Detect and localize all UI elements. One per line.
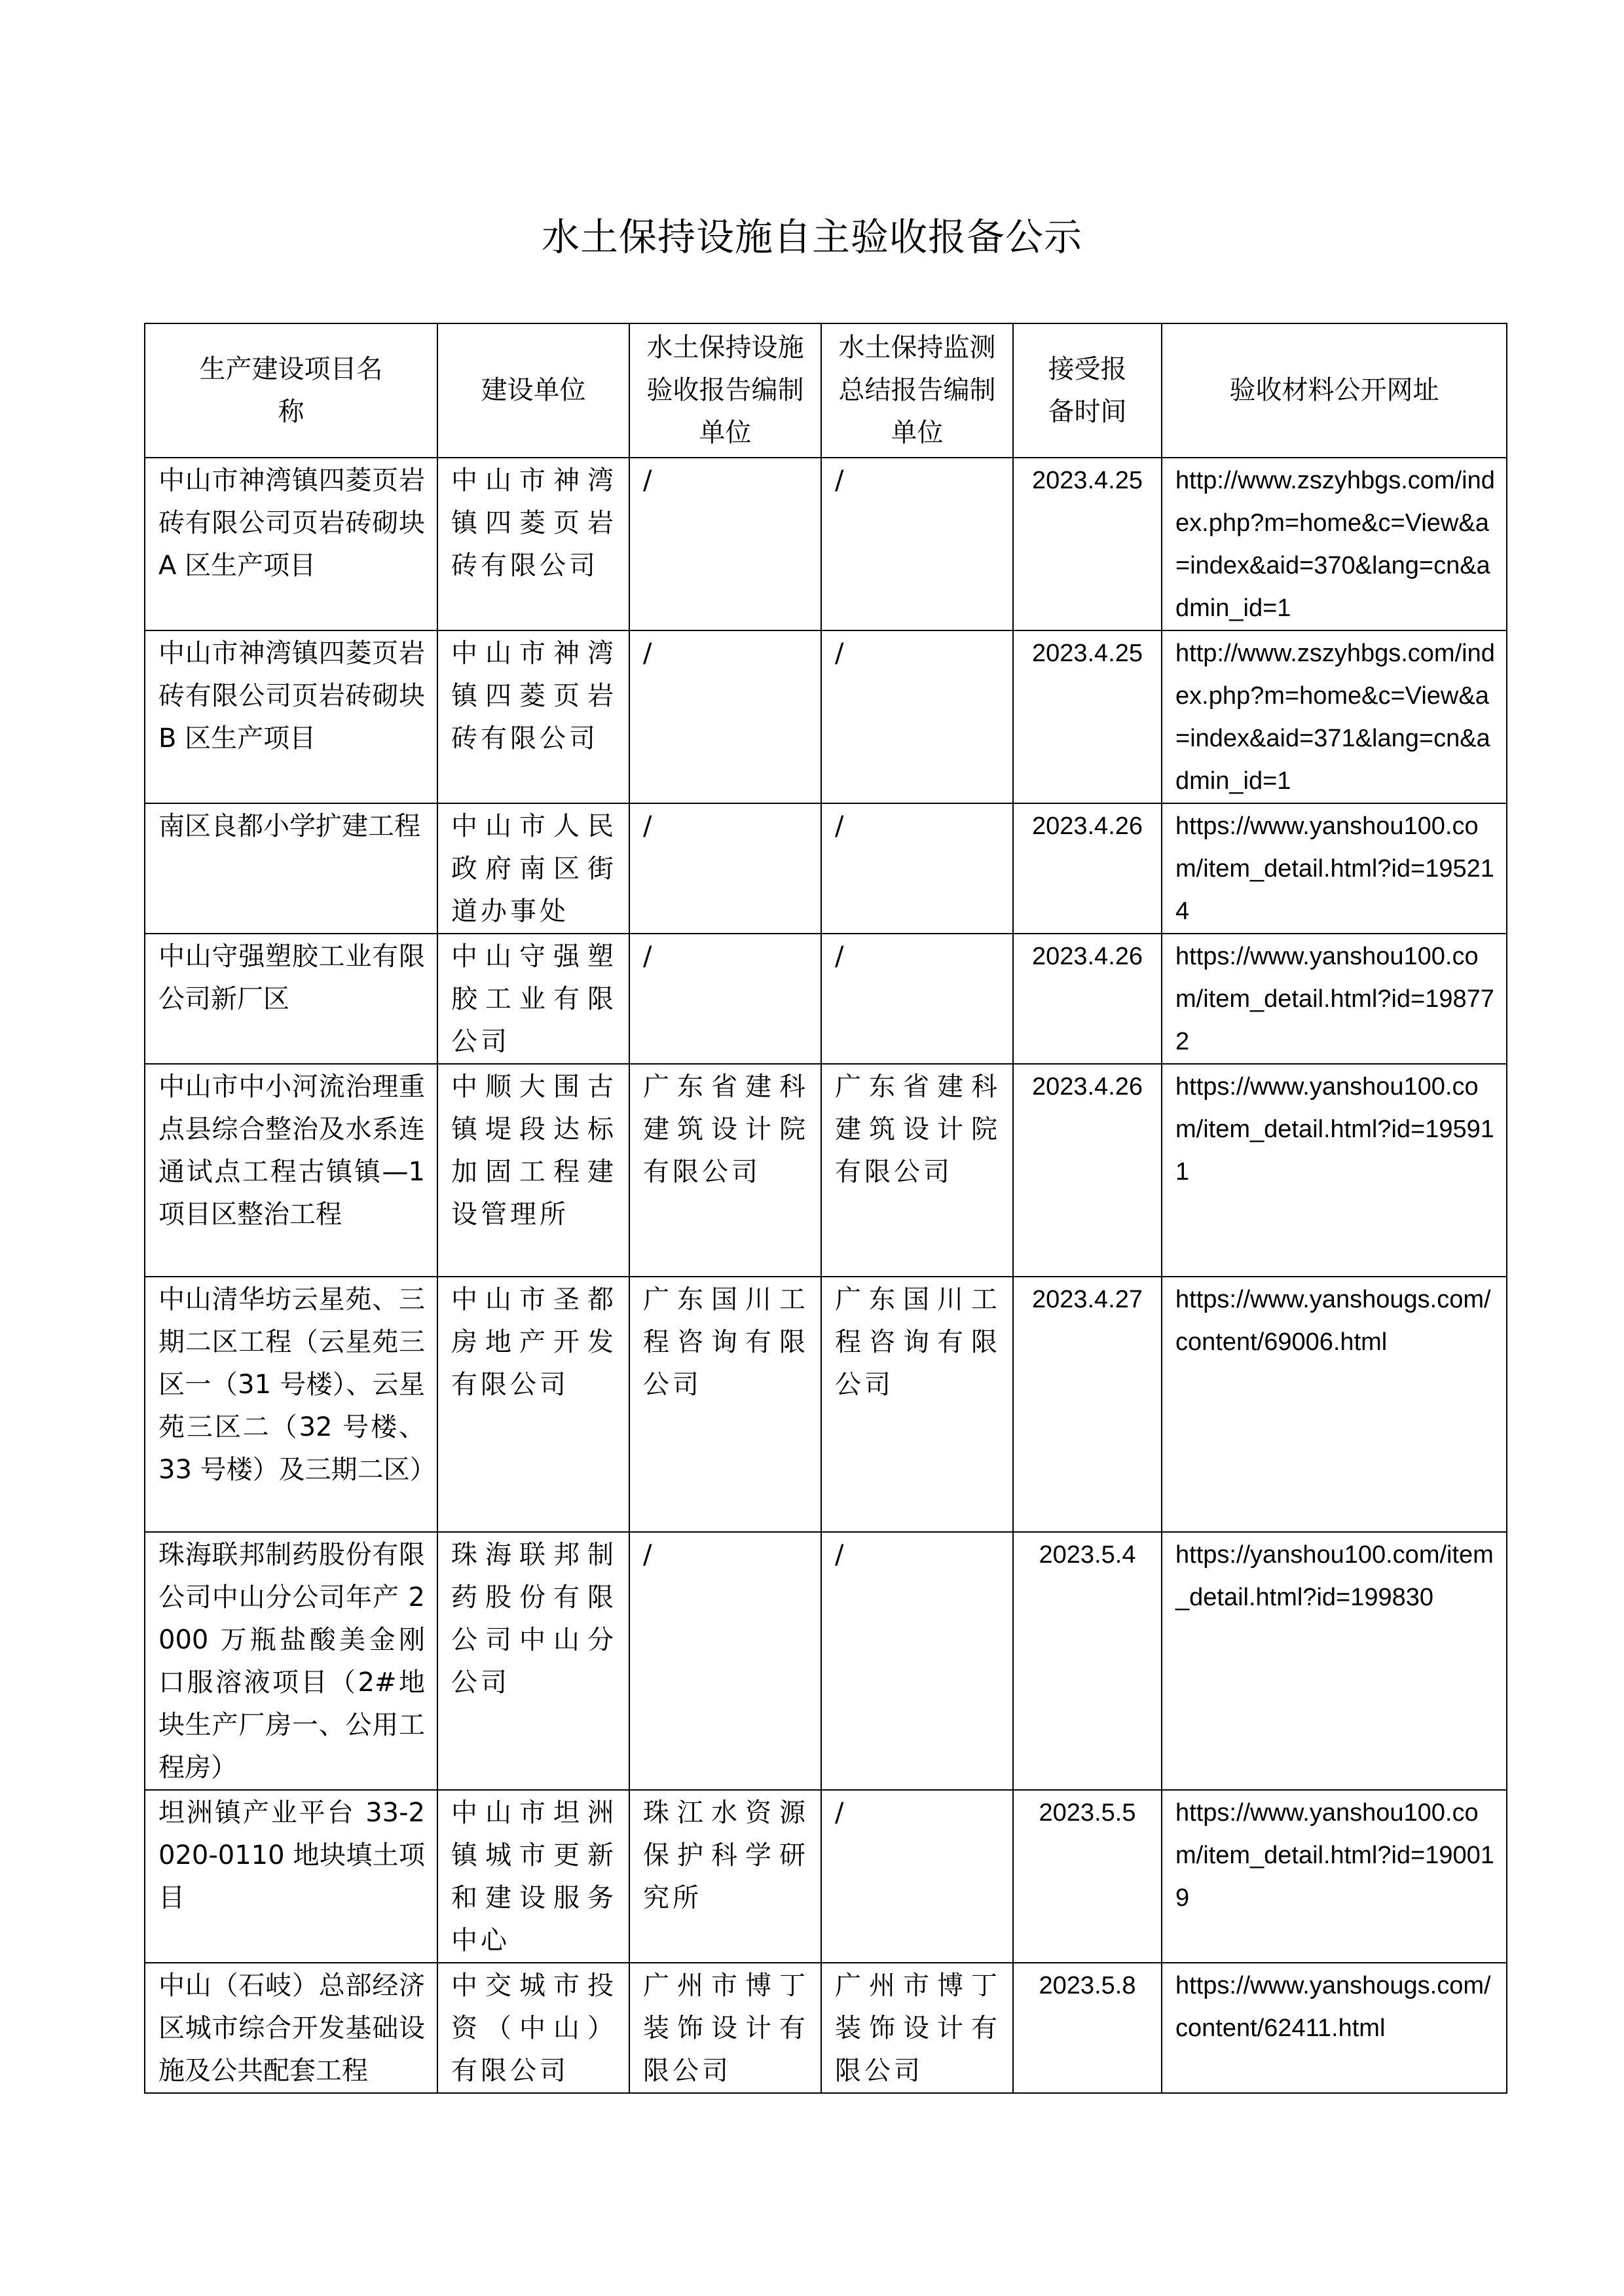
url-cell[interactable]: https://yanshou100.com/item_detail.html?id=199830 — [1162, 1532, 1507, 1790]
date-cell: 2023.4.26 — [1013, 803, 1162, 934]
url-cell[interactable]: https://www.yanshougs.com/content/69006.html — [1162, 1277, 1507, 1532]
monitoring-report-cell: 广州市博丁装饰设计有限公司 — [821, 1963, 1013, 2093]
project-cell: 南区良都小学扩建工程 — [145, 803, 437, 934]
monitoring-report-cell: 广东国川工程咨询有限公司 — [821, 1277, 1013, 1532]
header-builder: 建设单位 — [437, 323, 629, 458]
acceptance-report-cell: 珠江水资源保护科学研究所 — [629, 1790, 821, 1963]
header-monitoring-report: 水土保持监测总结报告编制单位 — [821, 323, 1013, 458]
url-cell[interactable]: https://www.yanshou100.com/item_detail.html?id=195214 — [1162, 803, 1507, 934]
table-row — [145, 1277, 1507, 1532]
url-cell[interactable]: https://www.yanshou100.com/item_detail.html?id=190019 — [1162, 1790, 1507, 1963]
builder-cell: 中山市人民政府南区街道办事处 — [437, 803, 629, 934]
table-row — [145, 1963, 1507, 2093]
date-cell: 2023.4.26 — [1013, 934, 1162, 1064]
project-cell: 坦洲镇产业平台 33-2020-0110 地块填土项目 — [145, 1790, 437, 1963]
acceptance-report-cell: / — [629, 803, 821, 934]
acceptance-report-cell: / — [629, 630, 821, 803]
monitoring-report-cell: / — [821, 934, 1013, 1064]
table-row — [145, 803, 1507, 934]
acceptance-report-cell: / — [629, 458, 821, 630]
url-cell[interactable]: https://www.yanshou100.com/item_detail.html?id=195911 — [1162, 1064, 1507, 1277]
header-url: 验收材料公开网址 — [1162, 323, 1507, 458]
acceptance-report-cell: 广东省建科建筑设计院有限公司 — [629, 1064, 821, 1277]
builder-cell: 中山市圣都房地产开发有限公司 — [437, 1277, 629, 1532]
table-row — [145, 1064, 1507, 1277]
project-cell: 中山市中小河流治理重点县综合整治及水系连通试点工程古镇镇—1 项目区整治工程 — [145, 1064, 437, 1277]
table-row — [145, 1790, 1507, 1963]
acceptance-report-cell: / — [629, 934, 821, 1064]
monitoring-report-cell: / — [821, 630, 1013, 803]
monitoring-report-cell: / — [821, 458, 1013, 630]
date-cell: 2023.4.25 — [1013, 630, 1162, 803]
monitoring-report-cell: / — [821, 1532, 1013, 1790]
builder-cell: 中山市神湾镇四菱页岩砖有限公司 — [437, 458, 629, 630]
header-project: 生产建设项目名称 — [145, 323, 437, 458]
project-cell: 中山（石岐）总部经济区城市综合开发基础设施及公共配套工程 — [145, 1963, 437, 2093]
table-row — [145, 630, 1507, 803]
monitoring-report-cell: / — [821, 803, 1013, 934]
header-row — [145, 323, 1507, 458]
header-acceptance-report: 水土保持设施验收报告编制单位 — [629, 323, 821, 458]
project-cell: 中山市神湾镇四菱页岩砖有限公司页岩砖砌块 A 区生产项目 — [145, 458, 437, 630]
date-cell: 2023.5.4 — [1013, 1532, 1162, 1790]
date-cell: 2023.4.26 — [1013, 1064, 1162, 1277]
builder-cell: 珠海联邦制药股份有限公司中山分公司 — [437, 1532, 629, 1790]
date-cell: 2023.4.27 — [1013, 1277, 1162, 1532]
table-row — [145, 1532, 1507, 1790]
table-row — [145, 458, 1507, 630]
project-cell: 中山清华坊云星苑、三期二区工程（云星苑三区一（31 号楼）、云星苑三区二（32 号楼、33 号楼）及三期二区） — [145, 1277, 437, 1532]
builder-cell: 中山市坦洲镇城市更新和建设服务中心 — [437, 1790, 629, 1963]
url-cell[interactable]: http://www.zszyhbgs.com/index.php?m=home&c=View&a=index&aid=370&lang=cn&admin_id=1 — [1162, 458, 1507, 630]
project-cell: 中山守强塑胶工业有限公司新厂区 — [145, 934, 437, 1064]
date-cell: 2023.5.5 — [1013, 1790, 1162, 1963]
acceptance-report-cell: 广州市博丁装饰设计有限公司 — [629, 1963, 821, 2093]
url-cell[interactable]: http://www.zszyhbgs.com/index.php?m=home&c=View&a=index&aid=371&lang=cn&admin_id=1 — [1162, 630, 1507, 803]
builder-cell: 中山市神湾镇四菱页岩砖有限公司 — [437, 630, 629, 803]
date-cell: 2023.5.8 — [1013, 1963, 1162, 2093]
date-cell: 2023.4.25 — [1013, 458, 1162, 630]
url-cell[interactable]: https://www.yanshou100.com/item_detail.html?id=198772 — [1162, 934, 1507, 1064]
builder-cell: 中顺大围古镇堤段达标加固工程建设管理所 — [437, 1064, 629, 1277]
page-title: 水土保持设施自主验收报备公示 — [541, 215, 1082, 259]
builder-cell: 中山守强塑胶工业有限公司 — [437, 934, 629, 1064]
table-row — [145, 934, 1507, 1064]
project-cell: 中山市神湾镇四菱页岩砖有限公司页岩砖砌块 B 区生产项目 — [145, 630, 437, 803]
monitoring-report-cell: 广东省建科建筑设计院有限公司 — [821, 1064, 1013, 1277]
acceptance-report-cell: / — [629, 1532, 821, 1790]
url-cell[interactable]: https://www.yanshougs.com/content/62411.html — [1162, 1963, 1507, 2093]
monitoring-report-cell: / — [821, 1790, 1013, 1963]
header-date: 接受报备时间 — [1013, 323, 1162, 458]
acceptance-table — [144, 323, 1507, 2094]
builder-cell: 中交城市投资（中山）有限公司 — [437, 1963, 629, 2093]
project-cell: 珠海联邦制药股份有限公司中山分公司年产 2000 万瓶盐酸美金刚口服溶液项目（2#地块生产厂房一、公用工程房） — [145, 1532, 437, 1790]
acceptance-report-cell: 广东国川工程咨询有限公司 — [629, 1277, 821, 1532]
